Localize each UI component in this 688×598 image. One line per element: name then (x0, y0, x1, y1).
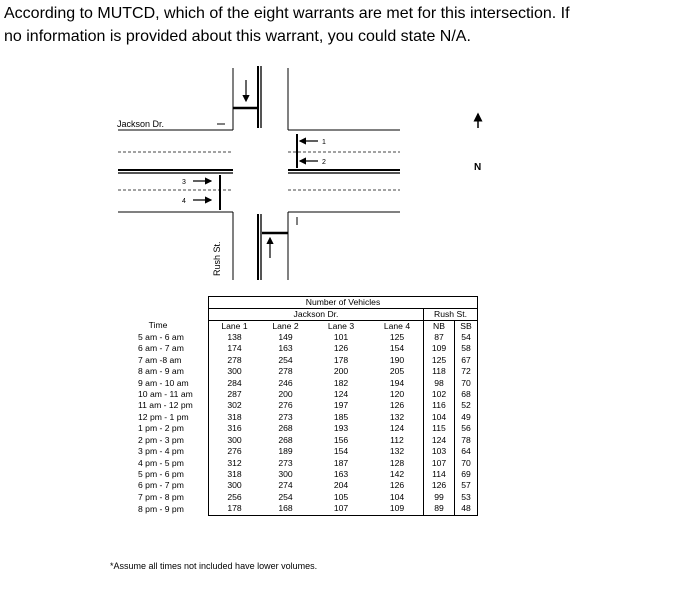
volume-cell: 104 (424, 412, 455, 423)
volume-cell: 190 (389, 354, 405, 365)
volume-cell: 168 (260, 504, 311, 516)
time-cell: 6 am - 7 am (138, 343, 184, 354)
volume-cell: 67 (455, 355, 478, 366)
volume-cell: 124 (389, 423, 405, 434)
table-row (108, 458, 478, 469)
volume-cell: 284 (209, 378, 261, 389)
lane-1-label: 1 (322, 139, 326, 146)
volume-cell: 70 (455, 378, 478, 389)
volume-cell: 126 (333, 343, 349, 354)
volume-cell: 312 (209, 458, 261, 469)
table-row (108, 435, 478, 446)
table-row (108, 401, 478, 412)
volume-cell: 274 (278, 480, 293, 491)
volume-cell: 98 (424, 378, 455, 389)
volume-cell: 278 (278, 366, 293, 377)
volume-cell: 118 (424, 366, 455, 377)
volume-cell: 205 (389, 366, 405, 377)
volume-cell: 115 (424, 424, 455, 435)
volume-cell: 154 (333, 446, 349, 457)
volume-cell: 163 (333, 469, 349, 480)
volume-cell: 124 (333, 388, 349, 399)
column-header-nb: NB (424, 321, 455, 333)
volume-cell: 89 (424, 504, 455, 516)
volume-cell: 132 (389, 411, 405, 422)
table-row (108, 492, 478, 503)
column-header-lane3: Lane 3 (311, 321, 371, 333)
volume-cell: 300 (209, 435, 261, 446)
volume-cell: 49 (455, 412, 478, 423)
volume-cell: 300 (209, 481, 261, 492)
volume-cell: 53 (455, 492, 478, 503)
volume-cell: 114 (424, 469, 455, 480)
volume-cell: 101 (333, 331, 349, 342)
volume-cell: 193 (333, 423, 349, 434)
volume-cell: 125 (389, 331, 405, 342)
table-footnote: *Assume all times not included have lower volumes. (110, 561, 318, 571)
volume-cell: 256 (209, 492, 261, 503)
table-row (108, 469, 478, 480)
volume-cell: 103 (424, 446, 455, 457)
north-label: N (474, 162, 482, 173)
time-cell: 3 pm - 4 pm (138, 446, 184, 457)
volume-cell: 54 (455, 332, 478, 343)
volume-cell: 163 (278, 343, 293, 354)
volume-cell: 116 (424, 401, 455, 412)
time-cell: 12 pm - 1 pm (138, 411, 189, 422)
time-cell: 9 am - 10 am (138, 377, 189, 388)
volume-cell: 120 (389, 388, 405, 399)
volume-cell: 178 (209, 504, 261, 516)
time-cell: 6 pm - 7 pm (138, 480, 184, 491)
volume-cell: 276 (278, 400, 293, 411)
volume-cell: 102 (424, 389, 455, 400)
time-cell: 1 pm - 2 pm (138, 423, 184, 434)
volume-cell: 126 (424, 481, 455, 492)
volume-cell: 58 (455, 343, 478, 354)
volume-cell: 126 (389, 480, 405, 491)
traffic-volume-table (108, 296, 478, 516)
volume-cell: 72 (455, 366, 478, 377)
table-row (108, 446, 478, 457)
volume-cell: 197 (333, 400, 349, 411)
column-header-lane1: Lane 1 (209, 321, 261, 333)
column-header-time: Time (148, 320, 168, 331)
table-row (108, 424, 478, 435)
question-line-1: According to MUTCD, which of the eight warrants are met for this intersection. If (4, 5, 570, 22)
column-header-sb: SB (455, 321, 478, 333)
volume-cell: 107 (311, 504, 371, 516)
volume-cell: 128 (389, 457, 405, 468)
time-cell: 11 am - 12 pm (138, 400, 193, 411)
volume-cell: 68 (455, 389, 478, 400)
volume-cell: 78 (455, 435, 478, 446)
volume-cell: 200 (333, 366, 349, 377)
table-row (108, 504, 478, 516)
street-label-rush: Rush St. (212, 241, 222, 276)
column-header-lane4: Lane 4 (371, 321, 424, 333)
time-cell: 4 pm - 5 pm (138, 457, 184, 468)
volume-cell: 142 (389, 469, 405, 480)
volume-cell: 185 (333, 411, 349, 422)
volume-cell: 126 (389, 400, 405, 411)
table-row (108, 412, 478, 423)
volume-cell: 187 (333, 457, 349, 468)
volume-cell: 132 (389, 446, 405, 457)
group-header-rush: Rush St. (424, 309, 478, 321)
volume-cell: 99 (424, 492, 455, 503)
volume-cell: 300 (278, 469, 293, 480)
volume-cell: 69 (455, 469, 478, 480)
volume-cell: 109 (424, 343, 455, 354)
volume-cell: 189 (278, 446, 293, 457)
volume-cell: 104 (389, 491, 405, 502)
volume-cell: 182 (333, 377, 349, 388)
time-cell: 8 pm - 9 pm (138, 503, 184, 514)
question-line-2: no information is provided about this warrant, you could state N/A. (4, 28, 471, 45)
table-row (108, 343, 478, 354)
volume-cell: 57 (455, 481, 478, 492)
group-header-jackson: Jackson Dr. (209, 309, 424, 321)
column-header-lane2: Lane 2 (260, 321, 311, 333)
volume-cell: 246 (278, 377, 293, 388)
volume-cell: 112 (390, 434, 404, 445)
volume-cell: 316 (209, 424, 261, 435)
volume-cell: 200 (278, 388, 293, 399)
volume-cell: 154 (389, 343, 405, 354)
table-row (108, 366, 478, 377)
volume-cell: 138 (209, 332, 261, 343)
volume-cell: 174 (209, 343, 261, 354)
volume-cell: 254 (278, 491, 293, 502)
volume-cell: 278 (209, 355, 261, 366)
time-cell: 5 pm - 6 pm (138, 469, 184, 480)
volume-cell: 254 (278, 354, 293, 365)
volume-cell: 70 (455, 458, 478, 469)
lane-2-label: 2 (322, 159, 326, 166)
volume-cell: 204 (333, 480, 349, 491)
volume-cell: 318 (209, 412, 261, 423)
volume-cell: 300 (209, 366, 261, 377)
volume-cell: 273 (278, 411, 293, 422)
volume-cell: 287 (209, 389, 261, 400)
table-row (108, 378, 478, 389)
table-row (108, 332, 478, 343)
volume-cell: 276 (209, 446, 261, 457)
volume-cell: 268 (278, 423, 293, 434)
time-cell: 2 pm - 3 pm (138, 434, 184, 445)
volume-cell: 107 (424, 458, 455, 469)
table-row (108, 355, 478, 366)
time-cell: 10 am - 11 am (138, 388, 193, 399)
street-label-jackson: Jackson Dr. (117, 119, 165, 129)
volume-cell: 48 (455, 504, 478, 516)
volume-cell: 125 (424, 355, 455, 366)
volume-cell: 124 (424, 435, 455, 446)
volume-cell: 149 (278, 331, 293, 342)
table-header-title: Number of Vehicles (209, 297, 478, 309)
volume-cell: 56 (455, 424, 478, 435)
time-cell: 8 am - 9 am (138, 366, 184, 377)
volume-cell: 87 (424, 332, 455, 343)
volume-cell: 105 (333, 491, 349, 502)
volume-cell: 156 (333, 434, 349, 445)
volume-cell: 52 (455, 401, 478, 412)
volume-cell: 109 (371, 504, 424, 516)
table-row (108, 481, 478, 492)
volume-cell: 273 (278, 457, 293, 468)
volume-cell: 178 (333, 354, 349, 365)
volume-cell: 302 (209, 401, 261, 412)
time-cell: 7 am -8 am (138, 354, 182, 365)
volume-cell: 194 (389, 377, 405, 388)
lane-4-label: 4 (182, 198, 186, 205)
volume-cell: 318 (209, 469, 261, 480)
table-row (108, 389, 478, 400)
time-cell: 7 pm - 8 pm (138, 491, 184, 502)
volume-cell: 64 (455, 446, 478, 457)
lane-3-label: 3 (182, 179, 186, 186)
volume-cell: 268 (278, 434, 293, 445)
time-cell: 5 am - 6 am (138, 331, 184, 342)
